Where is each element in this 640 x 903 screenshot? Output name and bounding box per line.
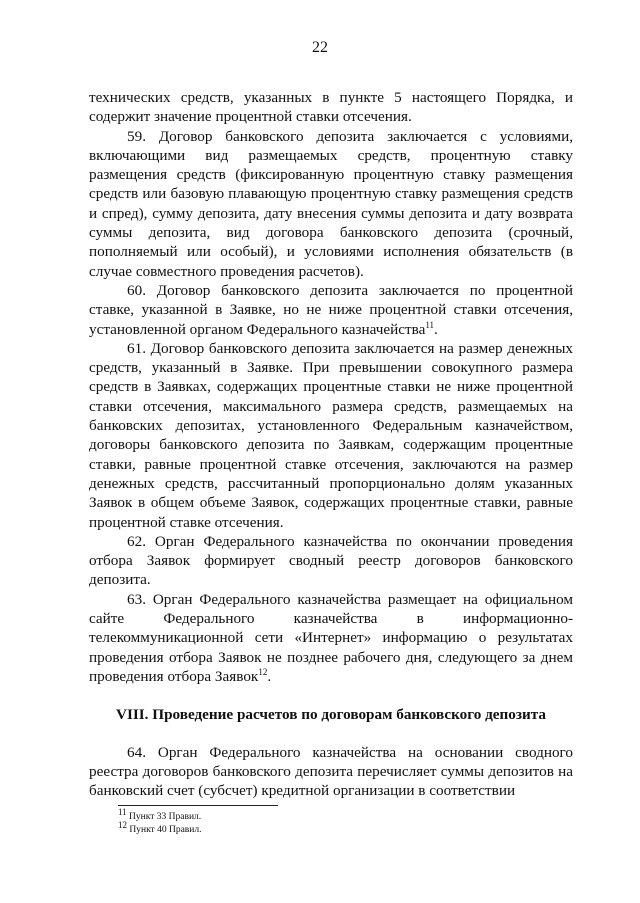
paragraph-60-tail: .: [434, 320, 438, 338]
paragraph-59: 59. Договор банковского депозита заключается с условиями, включающими вид размещаемых средств, процентную ставку размещения средств (фиксированную процентную ставку размещения средств или базовую плавающую процентную ставку размещения средств и спред), сумму депозита, дату внесения суммы депозита и дату возврата суммы депозита, вид договора банковского депозита (срочный, пополняемый или особый), и условиями исполнения обязательств (в случае совместного проведения расчетов).: [89, 127, 573, 280]
body-text: [89, 88, 573, 800]
section-heading: VIII. Проведение расчетов по договорам банковского депозита: [115, 706, 546, 724]
footnote-ref-11[interactable]: 11: [425, 319, 435, 330]
footnote-text: Пункт 33 Правил.: [126, 812, 202, 822]
paragraph-62: 62. Орган Федерального казначейства по окончании проведения отбора Заявок формирует сводный реестр договоров банковского депозита.: [89, 532, 573, 589]
footnote-12: [118, 819, 418, 837]
paragraph-continuation: технических средств, указанных в пункте 5 настоящего Порядка, и содержит значение процентной ставки отсечения.: [89, 89, 573, 126]
footnote-ref-12[interactable]: 12: [258, 666, 268, 677]
footnotes: [118, 806, 418, 837]
footnote-marker: 11: [118, 806, 127, 817]
footnote-marker: 12: [118, 819, 127, 830]
paragraph-64: 64. Орган Федерального казначейства на основании сводного реестра договоров банковского депозита перечисляет суммы депозитов на банковский счет (субсчет) кредитной организации в соответствии: [89, 743, 573, 800]
paragraph-63-tail: .: [267, 667, 272, 685]
page-number: 22: [312, 39, 328, 56]
footnote-divider: [118, 805, 278, 806]
paragraph-63: [89, 590, 573, 686]
paragraph-60-text: 60. Договор банковского депозита заключается по процентной ставке, указанной в Заявке, но не ниже процентной ставки отсечения, установленной органом Федерального казначейства: [89, 281, 573, 338]
paragraph-60: [89, 281, 573, 339]
footnote-11: [118, 806, 418, 824]
footnote-text: Пункт 40 Правил.: [127, 825, 202, 835]
paragraph-61: 61. Договор банковского депозита заключается на размер денежных средств, указанный в Заявке. При превышении совокупного размера средств в Заявках, содержащих процентные ставки не ниже процентной ставки отсечения, максимального размера средств, размещаемых на банковских депозитах, установленного Федеральным казначейством, договоры банковского депозита по Заявкам, содержащим процентные ставки, равные процентной ставке отсечения, заключаются на размер денежных средств, рассчитанный пропорционально долям указанных Заявок в общем объеме Заявок, содержащих процентные ставки, равные процентной ставке отсечения.: [89, 339, 573, 531]
paragraph-63-text: 63. Орган Федерального казначейства размещает на официальном сайте Федерального казначейства в информационно-телекоммуникационной сети «Интернет» информацию о результатах проведения отбора Заявок не позднее рабочего дня, следующего за днем проведения отбора Заявок: [89, 590, 573, 685]
